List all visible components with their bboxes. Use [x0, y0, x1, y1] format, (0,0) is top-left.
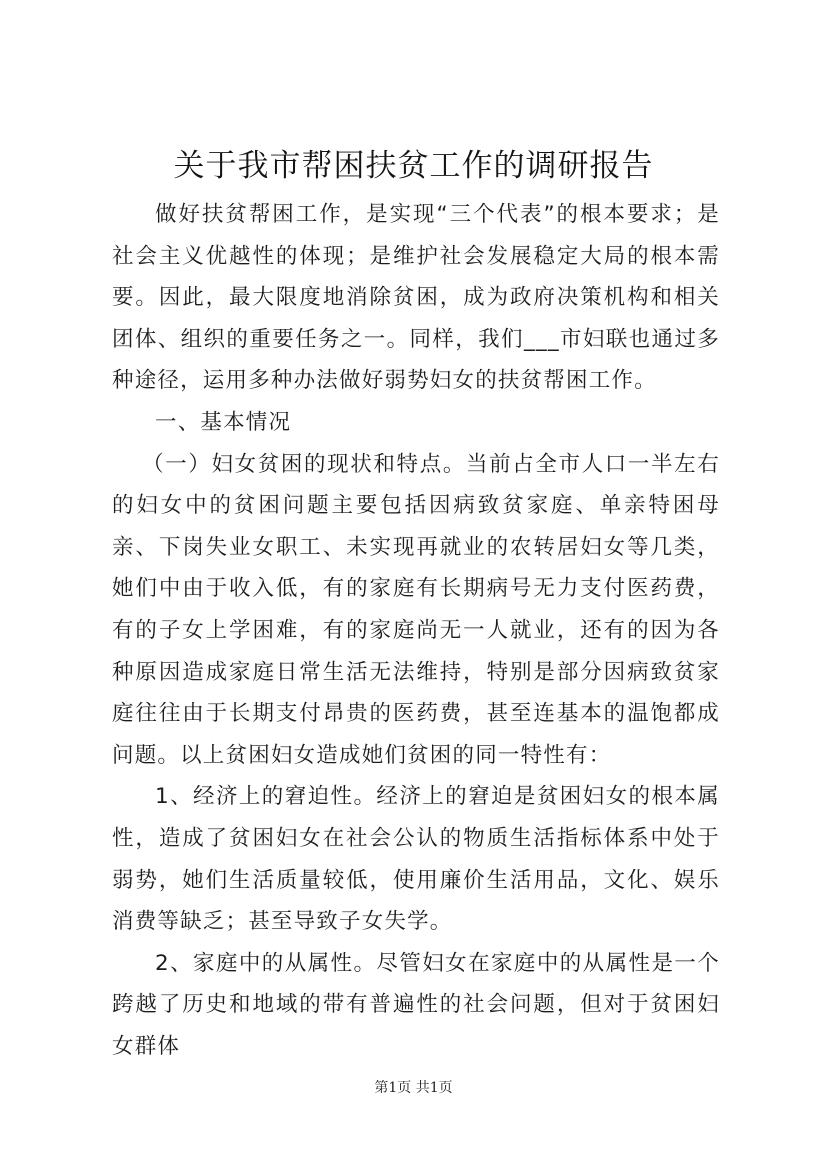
document-title: 关于我市帮困扶贫工作的调研报告: [173, 148, 654, 184]
section-heading-basic-situation: 一、基本情况: [155, 409, 292, 435]
paragraph-family-subordination: 2、家庭中的从属性。尽管妇女在家庭中的从属性是一个跨越了历史和地域的带有普遍性的社会问题，但对于贫困妇女群体: [112, 950, 720, 1059]
document-body: [112, 194, 720, 1067]
paragraph-intro: 做好扶贫帮困工作，是实现“三个代表”的根本要求；是社会主义优越性的体现；是维护社会发展稳定大局的根本需要。因此，最大限度地消除贫困，成为政府决策机构和相关团体、组织的重要任务之一。同样，我们___市妇联也通过多种途径，运用多种办法做好弱势妇女的扶贫帮困工作。: [112, 202, 720, 394]
page-footer: 第1页 共1页: [374, 1080, 453, 1096]
paragraph-economic-hardship: 1、经济上的窘迫性。经济上的窘迫是贫困妇女的根本属性，造成了贫困妇女在社会公认的物质生活指标体系中处于弱势，她们生活质量较低，使用廉价生活用品，文化、娱乐消费等缺乏；甚至导致子女失学。: [112, 784, 720, 935]
paragraph-poverty-status: （一）妇女贫困的现状和特点。当前占全市人口一半左右的妇女中的贫困问题主要包括因病致贫家庭、单亲特困母亲、下岗失业女职工、未实现再就业的农转居妇女等几类，她们中由于收入低，有的家庭有长期病号无力支付医药费，有的子女上学困难，有的家庭尚无一人就业，还有的因为各种原因造成家庭日常生活无法维持，特别是部分因病致贫家庭往往由于长期支付昂贵的医药费，甚至连基本的温饱都成问题。以上贫困妇女造成她们贫困的同一特性有：: [112, 451, 720, 768]
